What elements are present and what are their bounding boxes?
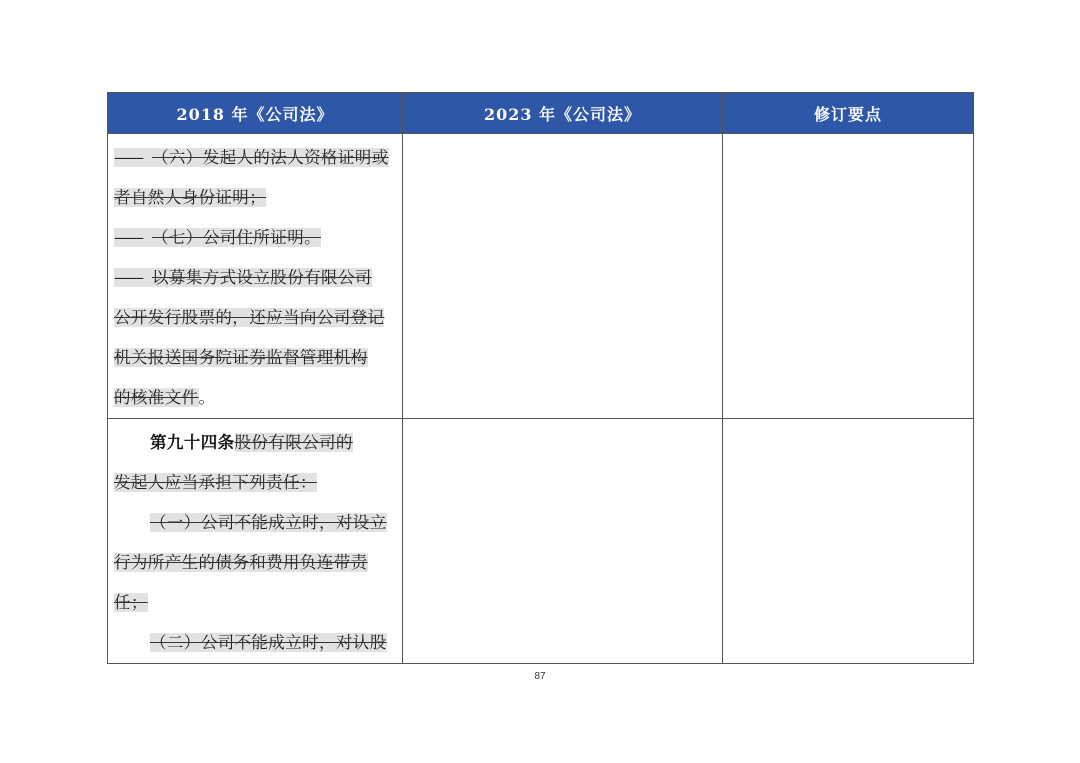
deleted-text: 行为所产生的债务和费用负连带责: [114, 553, 368, 572]
text-line: [114, 463, 397, 503]
comparison-table: [107, 92, 974, 664]
table-row: [108, 419, 974, 664]
cell-revision-points: [723, 419, 974, 664]
cell-2018-text: [108, 134, 403, 419]
text-line: [114, 503, 397, 543]
text-line: [114, 218, 397, 258]
text-line: [114, 543, 397, 583]
sentence-end: 。: [198, 388, 216, 407]
deleted-text: 股份有限公司的: [234, 433, 353, 452]
deleted-text: 公开发行股票的，还应当向公司登记: [114, 308, 385, 327]
deleted-text: 的核准文件: [114, 388, 199, 407]
deleted-text: 任；: [114, 593, 148, 612]
deleted-text: （七）公司住所证明。: [152, 228, 321, 247]
deleted-text: （六）发起人的法人资格证明或: [152, 148, 389, 167]
text-line: [114, 378, 397, 418]
cell-revision-points: [723, 134, 974, 419]
cell-2023-text: [403, 419, 723, 664]
cell-2023-text: [403, 134, 723, 419]
deleted-text: 者自然人身份证明；: [114, 188, 267, 207]
deleted-dash: ——: [114, 268, 141, 287]
cell-2018-text: [108, 419, 403, 664]
text-line: [114, 258, 397, 298]
deleted-dash: ——: [114, 148, 141, 167]
deleted-dash: ——: [114, 228, 141, 247]
deleted-text: 以募集方式设立股份有限公司: [152, 268, 372, 287]
text-line: [114, 138, 397, 178]
deleted-text: （二）公司不能成立时，对认股: [150, 633, 387, 652]
text-line: [114, 178, 397, 218]
deleted-text: 发起人应当承担下列责任：: [114, 473, 317, 492]
header-2018-law: 2018 年《公司法》: [108, 93, 403, 134]
text-line: [114, 298, 397, 338]
table-row: [108, 134, 974, 419]
text-line: [114, 623, 397, 663]
table-header-row: [108, 93, 974, 134]
text-line: [114, 338, 397, 378]
deleted-text: （一）公司不能成立时，对设立: [150, 513, 387, 532]
header-2023-law: 2023 年《公司法》: [403, 93, 723, 134]
page-number: 87: [534, 671, 546, 682]
header-revision-points: 修订要点: [723, 93, 974, 134]
deleted-text: 机关报送国务院证券监督管理机构: [114, 348, 368, 367]
article-label: 第九十四条: [150, 433, 235, 452]
text-line: [114, 423, 397, 463]
text-line: [114, 583, 397, 623]
